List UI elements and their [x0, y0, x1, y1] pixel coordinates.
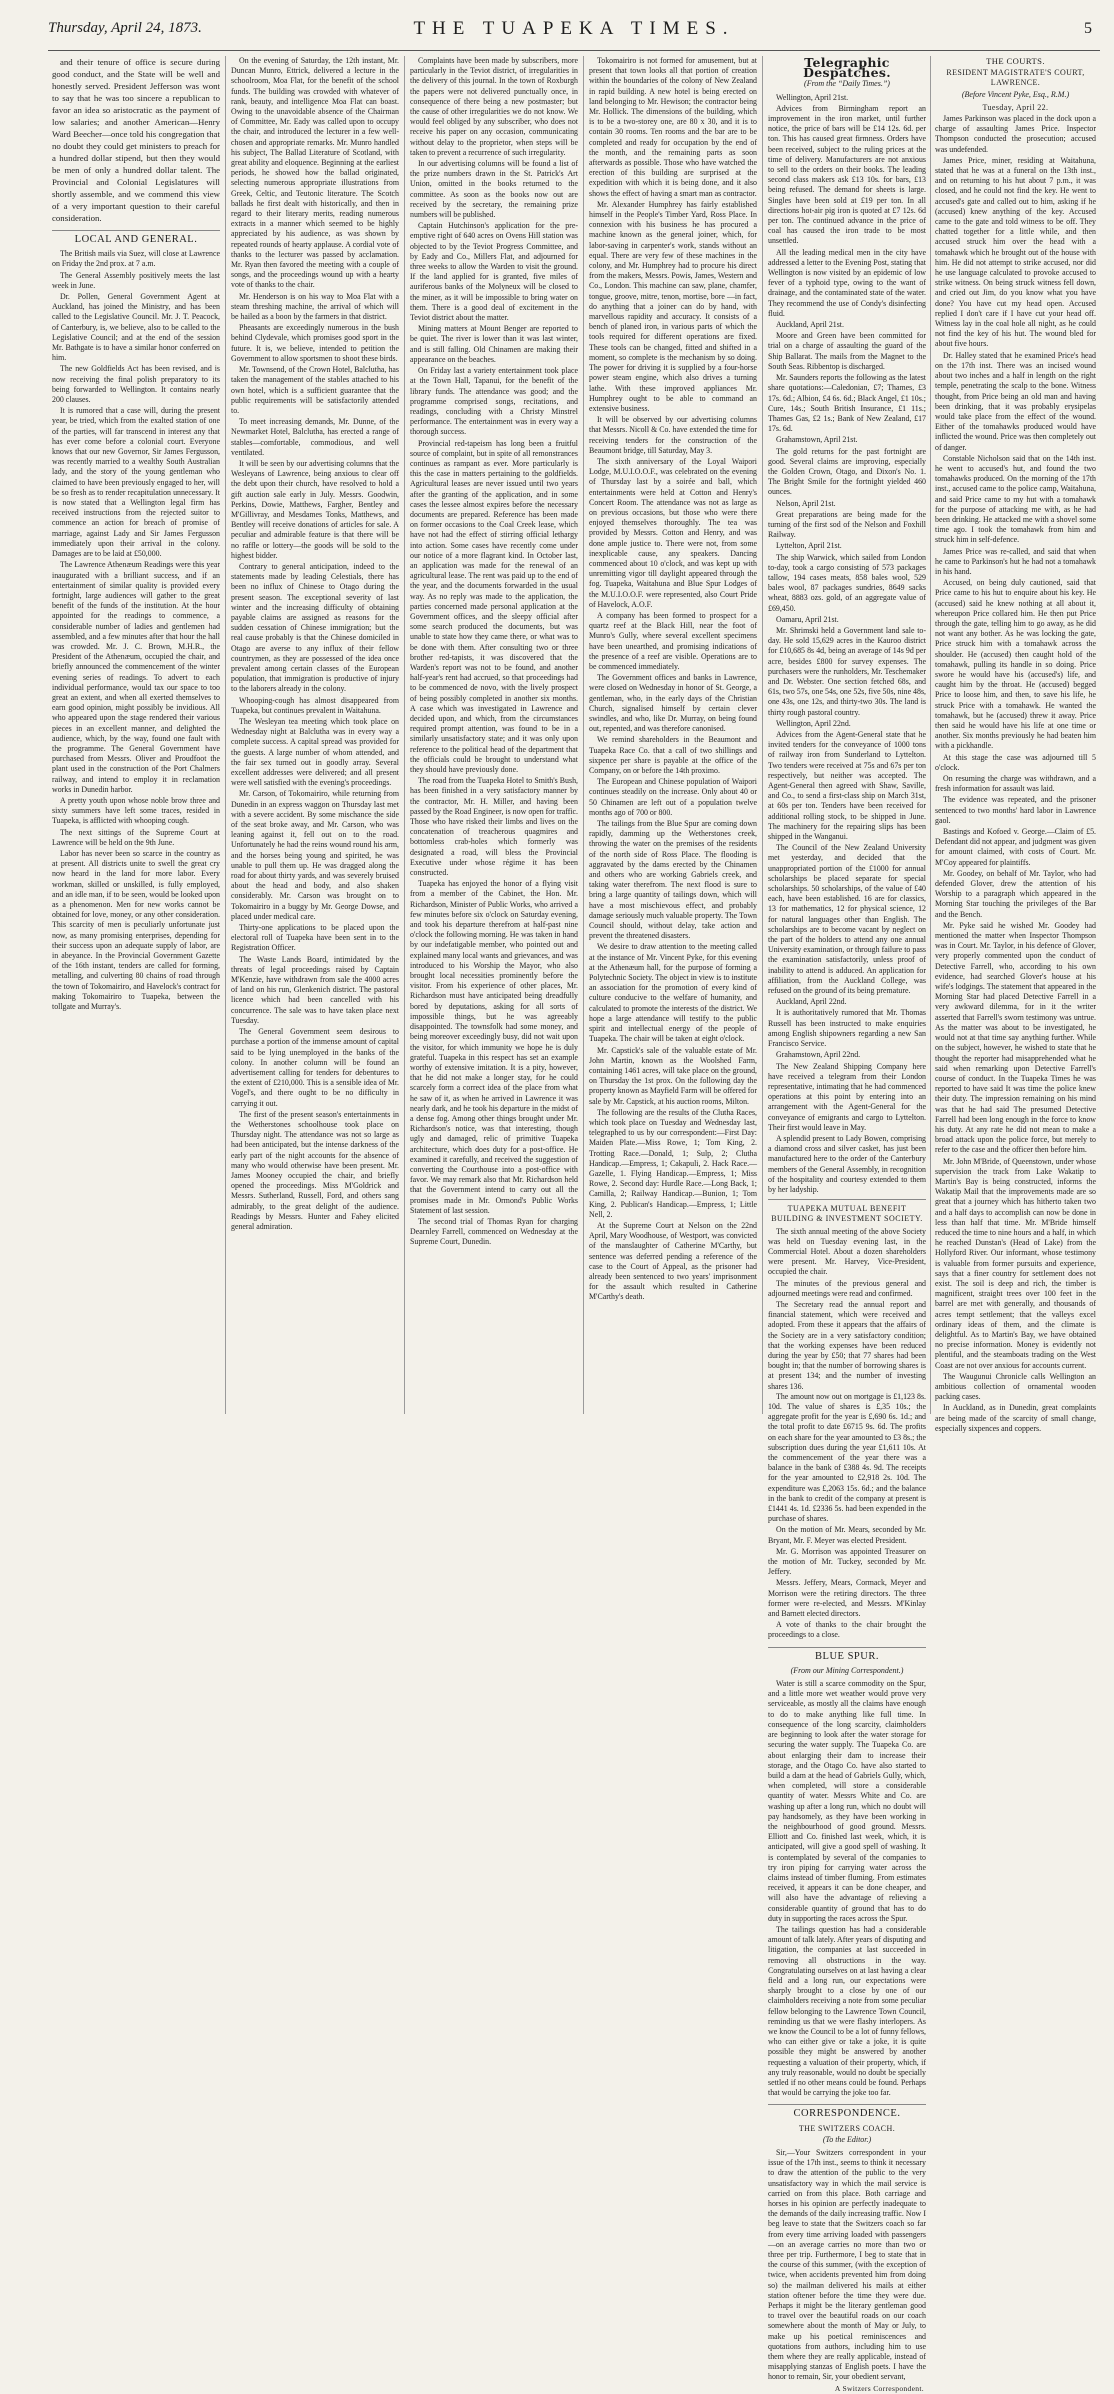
paragraph: Mr. Pyke said he wished Mr. Goodey had mentioned the matter when Inspector Thompson was in Court. Mr. Taylor, in his defence of Glover, very properly commented upon the conduct of Detective Farrell, who, according to his own evidence, had searched Glover's house at his wife's lodgings. The statement that appeared in the Morning Star had placed Detective Farrell in a very awkward dilemma, for in it the writer asserted that Farrell's sworn testimony was untrue. As the matter was about to be investigated, he would not at that time say anything further. While on the subject, however, he wished to state that he thought the reporter had misapprehended what he said when remarking upon Detective Farrell's course of conduct. In the Tuapeka Times he was reported to have said It was time the police knew their duty. The impression remaining on his mind was that he had said The presumed Detective Farrell had been long enough in the force to know his duty. At any rate he did not mean to make a broad attack upon the police force, but merely to refer to the case and the officer then before him.	[935, 920, 1096, 1155]
paragraph: The new Goldfields Act has been revised, and is now receiving the final polish preparatory to its being forwarded to Wellington. It contains nearly 200 clauses.	[52, 364, 220, 405]
paragraph: James Price, miner, residing at Waitahuna, stated that he was at a funeral on the 13th inst., and on returning to his hut about 7 p.m., it was closed, and he could not find the key. He went to accused's gate and called out to him, asking if he (accused) knew anything of the key. Accused came to the gate and told witness to be off. They chatted together for a little while, and then accused struck him over the head with a tomahawk which he brought out of the house with him. He did not attempt to strike accused, nor did he use language calculated to provoke accused to strike witness. On being struck witness fell down, and cried out Jim, do you know what you have done? You have cut my head open. Accused replied I don't care if I have cut your head off. Witness lay in the coal hole all night, as he could not find the key of his hut. The wound bled for about five hours.	[935, 155, 1096, 349]
paragraph: The following are the results of the Clutha Races, which took place on Tuesday and Wednesday last, telegraphed to us by our correspondent:—First Day: Maiden Plate.—Miss Rowe, 1; Tom King, 2. Trotting Race.—Donald, 1; Sulp, 2; Clutha Handicap.—Empress, 1; Cakapuli, 2. Hack Race.—Gazelle, 1. Flying Handicap.—Empress, 1; Miss Rowe, 2. Second day: Hurdle Race.—Long Back, 1; Camilla, 2; Railway Handicap.—Bunion, 1; Tom King, 2. Publican's Handicap.—Empress, 1; Little Nell, 2.	[589, 1107, 757, 1219]
paragraph: Lyttelton, April 21st.	[776, 541, 842, 551]
column-3-paragraphs	[410, 56, 578, 1248]
paragraph: It is authoritatively rumored that Mr. Thomas Russell has been instructed to make enquiries among English shipowners regarding a new San Francisco Service.	[768, 1008, 926, 1049]
column-divider	[583, 56, 584, 1414]
paragraph: The Waste Lands Board, intimidated by the threats of legal proceedings raised by Captain M'Kenzie, have withdrawn from sale the 4000 acres of land on his run, Glenkenich district. The pastoral licence which had been cancelled with his concurrence. The sale was to have taken place next Tuesday.	[231, 954, 399, 1025]
paragraph: Nelson, April 21st.	[776, 498, 836, 508]
paragraph: The European and Chinese population of Waipori continues steadily on the increase. Only about 40 or 50 Chinamen are left out of a population twelve months ago of 700 or 800.	[589, 777, 757, 817]
paragraph: Messrs. Jeffery, Mears, Cormack, Meyer and Morrison were the retiring directors. The three former were re-elected, and Messrs. M'Kinlay and Barnett elected directors.	[768, 1578, 926, 1619]
paragraph: Grahamstown, April 21st.	[776, 435, 858, 445]
paragraph: The Council of the New Zealand University met yesterday, and decided that the unappropriated portion of the £1000 for annual scholarships be placed separate for special scholarships. 50 scholarships, of the value of £40 each, have been established. 16 are for classics, 13 for mathematics, 12 for physical science, 12 for natural languages other than English. The scholarships are to become vacant by neglect on the part of the holders to attend any one annual University examination, or through failure to pass the examination satisfactorily, unless proof of inability to attend is adduced. An application for affiliation, from the Auckland College, was refused on the ground of its being premature.	[768, 843, 926, 996]
paragraph: The sixth annual meeting of the above Society was held on Tuesday evening last, in the Commercial Hotel. About a dozen shareholders were present. Mr. Harvey, Vice-President, occupied the chair.	[768, 1226, 926, 1277]
paragraph: The General Assembly positively meets the last week in June.	[52, 270, 220, 290]
bluespur-heading: BLUE SPUR.	[768, 1647, 926, 1662]
paragraph: The tailings from the Blue Spur are coming down rapidly, damming up the Wetherstones creek, throwing the water on the premises of the residents of the north side of Ross Place. The flooding is aggravated by the dams erected by the Chinamen and others who are working Gabriels creek, and taking water therefrom. The next flood is sure to bring a large quantity of tailings down, which will have a most mischievous effect, and probably damage seriously much valuable property. The Town Council should, without delay, take action and prevent the threatened disasters.	[589, 819, 757, 941]
paragraph: On resuming the charge was withdrawn, and a fresh information for assault was laid.	[935, 774, 1096, 794]
paragraph: Mr. Saunders reports the following as the latest share quotations:—Caledonian, £7; Thames, £3 17s. 6d.; Albion, £4 6s. 6d.; Black Angel, £1 10s.; Cure, 14s.; South British Insurance, £1 11s.; Thames Gas, £2 1s.; Bank of New Zealand, £17 17s. 6d.	[768, 373, 926, 434]
paragraph: Tuapeka has enjoyed the honor of a flying visit from a member of the Cabinet, the Hon. Mr. Richardson, Minister of Public Works, who arrived a few minutes before six o'clock on Saturday evening, and took his departure therefrom at half-past nine o'clock the following morning. He was taken in hand by our indefatigable member, who pointed out and explained many local wants and grievances, and was introduced to his Worship the Mayor, who also brought local necessities prominently before the visitor. From his experience of other places, Mr. Richardson must have anticipated being dreadfully bored by deputations, asking for all sorts of impossible things, but he was agreeably disappointed. The townsfolk had some money, and being moreover exceedingly busy, did not wait upon the visitor, for which immunity we hope he is duly grateful. Tuapeka in this respect has set an example worthy of extensive imitation. It is a pity, however, that he did not make a longer stay, for he could scarcely form a correct idea of the place from what he saw of it, as when he arrived in Lawrence it was nearly dark, and he took his departure in the midst of a dense fog. Among other things brought under Mr. Richardson's notice, was that interesting, though ugly and damaged, relic of primitive Tuapeka architecture, which does duty for a post-office. He examined it carefully, and received the suggestion of converting the Courthouse into a post-office with favor. We may remark also that Mr. Richardson held that the Government intend to carry out all the promises made in Mr. Ormond's Public Works Statement of last session.	[410, 879, 578, 1215]
paragraph: Sir,—Your Switzers correspondent in your issue of the 17th inst., seems to think it necessary to draw the attention of the public to the very unsatisfactory way in which the mail service is carried on from this place. Both carriage and horses in his opinion are perfectly inadequate to the demands of the daily increasing traffic. Now I beg leave to state that the Switzers coach so far from every time arriving loaded with passengers—on an average carries no more than two or three per trip. Furthermore, I beg to state that in the course of this summer, (with the exception of twice, when accidents prevented him from doing so) the mailman delivered his mails at either station oftener before the time they were due. Perhaps it might be the literary gentleman good to travel over the beautiful roads on our coach somewhere about the month of May or July, to make up his poetical reminiscences and quotations from authors, including him to use them where they are really applicable, instead of misapplying stanzas of English poets. I have the honor to remain, Sir, your obedient servant,	[768, 2148, 926, 2382]
paragraph: The tailings question has had a considerable amount of talk lately. After years of disputing and litigation, the companies at last succeeded in removing all obstructions in the way. Congratulating ourselves on at last having a clear field and a long run, our expectations were sharply brought to a close by one of our claimholders receiving a note from some peculiar fellow belonging to the Lawrence Town Council, reminding us that we were flashy interlopers. As we know the Council to be a lot of funny fellows, who can either give or take a joke, it is quite possible they might be answered by another requesting a valuation of their property, which, if any truly reasonable, would no doubt be specially settled if no other means could be found. Perhaps that would be carrying the joke too far.	[768, 1924, 926, 2098]
column-2-paragraphs	[231, 56, 399, 1232]
bluespur-paragraphs	[768, 1679, 926, 2098]
correspondence-heading: CORRESPONDENCE.	[768, 2104, 926, 2119]
paragraph: A pretty youth upon whose noble brow three and sixty summers have left some traces, resided in Tuapeka, is afflicted with whooping cough.	[52, 795, 220, 826]
paragraph: Oamaru, April 21st.	[776, 614, 839, 624]
paragraph: Accused, on being duly cautioned, said that Price came to his hut to enquire about his key. He (accused) said he knew nothing at all about it, whereupon Price collared him. He then put Price through the gate, telling him to go away, as he did not want any bother. As he was locking the gate, Price struck him with a tomahawk across the shoulder. He (accused) then caught hold of the tomahawk, pulling its handle in so doing. Price swore he would have his (accused's) life, and caught him by the throat. He (accused) begged Price to loose him, and then, to save his life, he struck Price with a tomahawk. He wanted the tomahawk, but he (accused) threw it away. Price then said he would have his life at one time or another. Six months previously he had beaten him with a pickhandle.	[935, 578, 1096, 751]
paragraph: The evidence was repeated, and the prisoner sentenced to two months' hard labor in Lawrence gaol.	[935, 795, 1096, 825]
paragraph: The sixth anniversary of the Loyal Waipori Lodge, M.U.I.O.O.F., was celebrated on the evening of Thursday last by a soirée and ball, which entertainments were held at Cotton and Henry's Concert Room. The attendance was not as large as on previous occasions, but those who were there enjoyed themselves thoroughly. The tea was provided by Messrs. Cotton and Henry, and was done ample justice to. There were not, from some inexplicable cause, any speakers. Dancing commenced about 10 o'clock, and was kept up with unremitting vigor till daylight appeared through the fog. Tuapeka, Waitahuna and Blue Spur Lodges of the M.U.I.O.O.F. were represented, also Court Pride of Havelock, A.O.F.	[589, 456, 757, 609]
paragraph: Mr. Henderson is on his way to Moa Flat with a steam threshing machine, the arrival of which will be hailed as a boon by the farmers in that district.	[231, 291, 399, 322]
paragraph: Complaints have been made by subscribers, more particularly in the Teviot district, of irregularities in the delivery of this journal. In the town of Roxburgh the papers were not delivered punctually once, in consequence of there being a new postmaster; but the cause of other irregularities we do not know. We would feel obliged by any subscriber, who does not receive his paper on any occasion, communicating without delay to the proprietor, when steps will be taken to prevent a recurrence of such irregularity.	[410, 56, 578, 157]
col6-paragraphs	[768, 1392, 926, 1641]
paragraph: Dr. Pollen, General Government Agent at Auckland, has joined the Ministry, and has been called to the Legislative Council. Mr. J. T. Peacock, of Canterbury, is, we believe, also to be called to the Legislative Council; and at the end of the session Mr. Bathgate is to have a similar honor conferred on him.	[52, 292, 220, 363]
paragraph: The amount now out on mortgage is £1,123 8s. 10d. The value of shares is £,35 10s.; the aggregate profit for the year is £,690 6s. 1d.; and the total profit to date £6715 9s. 6d. The profits on each share for the year amounted to £3 8s.; the subscription dues during the year £1,611 10s. At the commencement of the year there was a balance in the bank of £388 4s. 9d. The receipts for the year amounted to £2,918 2s. 10d. The expenditure was £,2063 15s. 6d.; and the balance in the bank to credit of the company at present is £1441 4s. 1d. £2336 5s. had been expended in the purchase of shares.	[768, 1391, 926, 1524]
paragraph: The British mails via Suez, will close at Lawrence on Friday the 2nd prox. at 7 a.m.	[52, 249, 220, 269]
paragraph: The Secretary read the annual report and financial statement, which were received and adopted. From these it appears that the affairs of the Society are in a very satisfactory condition; that the working expenses have been reduced during the year by £50; that 77 shares had been bought in; that the number of borrowing shares is at present 134; and the number of investing shares 136.	[768, 1299, 926, 1391]
paragraph: Mr. Carson, of Tokomairiro, while returning from Dunedin in an express waggon on Thursday last met with a severe accident. By some mischance the side of the seat broke away, and Mr. Carson, who was leaning against it, fell out on to the road. Unfortunately he had the reins wound round his arm, and the horses being young and spirited, he was unable to pull them up. He was dragged along the road for about thirty yards, and was severely bruised about the head and body, and also shaken considerably. Mr. Carson was brought on to Tokomairiro in a buggy by Mr. George Dowse, and placed under medical care.	[231, 789, 399, 921]
paragraph: Captain Hutchinson's application for the pre-emptive right of 640 acres on Ovens Hill station was objected to by the Teviot Progress Committee, and by Eady and Co., Millers Flat, and adjourned for three weeks to allow the Warden to visit the ground. If the land applied for is granted, five miles of auriferous banks of the Molyneux will be closed to the miner, as it will be impossible to bring water on them. There is a good deal of excitement in the Teviot district about the matter.	[410, 221, 578, 323]
paragraph: The General Government seem desirous to purchase a portion of the immense amount of capital said to be lying unemployed in the banks of the colony. In another column will be found an advertisement calling for tenders for debentures to the extent of £210,000. This is a sensible idea of Mr. Vogel's, and there ought to be no difficulty in carrying it out.	[231, 1027, 399, 1108]
paragraph: On the motion of Mr. Mears, seconded by Mr. Bryant, Mr. F. Meyer was elected President.	[768, 1525, 926, 1545]
paragraph: Mr. Shrimski held a Government land sale to-day. He sold 15,629 acres in the Kauroo district for £10,685 8s 4d, being an average of 14s 9d per acre, besides £800 for survey expenses. The purchasers were the runholders, Mr. Teschemaker and Dr. Webster. One section fetched 68s, and 61s, two 57s, one 54s, one 52s, five 50s, nine 48s, one 43s, one 12s, and thirty-two 30s. The land is thirty rough pastoral country.	[768, 625, 926, 717]
paragraph: Mr. John M'Bride, of Queenstown, under whose supervision the track from Lake Wakatip to Martin's Bay is being constructed, informs the Wakatip Mail that the improvements made are so great that a journey which has hitherto taken two and a half days to accomplish can now be done in less than half that time. Mr. M'Bride himself reduced the time to nine hours and a half, in which he reached Dunstan's (Head of Lake) from the Hollyford River. Our informant, whose testimony is valuable from former pursuits and experience, says that a finer country for settlement does not exist. The soil is deep and rich, the timber is magnificent, straight trees over 100 feet in the barrel are met with generally, and thousands of acres tempt settlement; that the valleys excel ordinary ideas of them, and the climate is delightful. As to Martin's Bay, we have obtained no precise information. Money is evidently not plentiful, and the steamboats trading on the West Coast are not over anxious for accounts current.	[935, 1156, 1096, 1370]
paragraph: Wellington, April 21st.	[776, 92, 849, 102]
column-divider	[404, 56, 405, 1414]
letter-heading: THE SWITZERS COACH.	[798, 2123, 896, 2133]
issue-date: Thursday, April 24, 1873.	[48, 20, 202, 36]
telegraphic-source: (From the “Daily Times.”)	[804, 79, 890, 89]
paragraph: It will be seen by our advertising columns that the Wesleyans of Lawrence, being anxious to clear off the debt upon their church, have resolved to hold a gift auction sale early in July. Messrs. Goodwin, Perkins, Dowie, Matthews, Fargher, Bentley and M'Gillivray, and Mesdames Tonks, Matthews, and Bentley will receive donations of articles for sale. A peculiar and admirable feature is that there will be no raffle or lottery—the goods will be sold to the highest bidder.	[231, 458, 399, 560]
telegraphic-paragraphs	[768, 93, 926, 1196]
paragraph: All the leading medical men in the city have addressed a letter to the Evening Post, stating that Wellington is now visited by an epidemic of low fever of a typhoid type, owing to the want of drainage, and the contaminated state of the water. They recommend the use of Condy's disinfecting fluid.	[768, 247, 926, 318]
courts-dateline: Tuesday, April 22.	[982, 102, 1049, 112]
paragraph: The ship Warwick, which sailed from London to-day, took a cargo consisting of 573 packages tallow, 194 cases meats, 858 bales wool, 529 bales wool, 87 packages sundries, 8649 sacks wheat, 8883 ozs. gold, of an aggregate value of £69,450.	[768, 552, 926, 613]
paragraph: Moore and Green have been committed for trial on a charge of assaulting the guard of the Ship Ballarat. The mails from the Magnet to the South Seas. Ribbentop is discharged.	[768, 331, 926, 371]
paragraph: Auckland, April 22nd.	[776, 997, 847, 1007]
mutual-society-heading: TUAPEKA MUTUAL BENEFIT BUILDING & INVESTMENT SOCIETY.	[768, 1199, 926, 1224]
column-divider	[225, 56, 226, 1414]
paragraph: The Government offices and banks in Lawrence, were closed on Wednesday in honor of St. George, a gentleman, who, in the early days of the Christian Church, signalised himself by certain clever swindles, and who, like Dr. Murray, on being found out, repented, and was therefore canonised.	[589, 673, 757, 734]
mutual-society-paragraphs	[768, 1227, 926, 1392]
courts-subheading: RESIDENT MAGISTRATE'S COURT, LAWRENCE.	[946, 68, 1085, 88]
paragraph: Contrary to general anticipation, indeed to the statements made by leading Celestials, there has been no influx of Chinese to Otago during the present season. The exceptional severity of last winter and the increasing difficulty of obtaining payable claims are assigned as reasons for the sudden cessation of Chinese immigration; but the real cause probably is that the Chinese domiciled in Otago are averse to any influx of their fellow countrymen, as they are possessed of the idea once prevalent among certain classes of the European population, that immigration is productive of injury to the laborers already in the colony.	[231, 561, 399, 694]
paragraph: It is rumored that a case will, during the present year, be tried, which from the exalted station of one of the parties, will far transcend in interest any that has ever come before a colonial court. Everyone knows that our new Governor, Sir James Fergusson, was recently married to a wealthy South Australian lady, and the story of the young gentleman who claimed to have been previously engaged to her, will be so fresh as to render recapitulation unnecessary. It is now stated that a Wellington legal firm has received instructions from the rejected suitor to commence an action for breach of promise of marriage, against Lady and Sir James Fergusson immediately upon their arrival in the colony. Damages are to be laid at £50,000.	[52, 406, 220, 559]
paragraph: James Parkinson was placed in the dock upon a charge of assaulting James Price. Inspector Thompson conducted the prosecution; accused was undefended.	[935, 114, 1096, 154]
paragraph: Water is still a scarce commodity on the Spur, and a little more wet weather would prove very serviceable, as mostly all the claims have enough to do to make anything like full time. In consequence of the long scarcity, claimholders are beginning to look after the water storage for securing the water supply. The Tuapeka Co. are about enlarging their dam to increase their storage, and the Otago Co. have also started to build a dam at the head of Gabriels Gully, which, when completed, will store a considerable quantity of water. Messrs White and Co. are washing up after a long run, which no doubt will pay handsomely, as they have been working in the neighbourhood of good ground. Messrs. Elliott and Co. finished last week, which, it is anticipated, will give a good spell of washing. It is contemplated by several of the companies to try iron piping for carrying water across the claims instead of timber fluming. From estimates received, it appears it can be done cheaper, and will also have the advantage of relieving a considerable quantity of ground that has to do duty in supporting the races across the Spur.	[768, 1679, 926, 1923]
paragraph: Mr. G. Morrison was appointed Treasurer on the motion of Mr. Tuckey, seconded by Mr. Jeffery.	[768, 1546, 926, 1577]
courts-before: (Before Vincent Pyke, Esq., R.M.)	[961, 89, 1070, 99]
paragraph: Mr. Townsend, of the Crown Hotel, Balclutha, has taken the management of the stables attached to his own hotel, which is a sufficient guarantee that the public requirements will be satisfactorily attended to.	[231, 365, 399, 415]
local-general-paragraphs	[52, 249, 220, 1012]
paragraph: At this stage the case was adjourned till 5 o'clock.	[935, 752, 1096, 772]
paragraph: The first of the present season's entertainments in the Wetherstones schoolhouse took place on Thursday night. The attendance was not so large as had been anticipated, but the intense darkness of the early part of the night accounts for the absence of many who would otherwise have been present. Mr. James Mooney occupied the chair, and briefly opened the proceedings. Miss M'Goldrick and Messrs. Sutherland, Russell, Ford, and others sang admirably, to the great delight of the audience. Readings by Messrs. Hunter and Fahey elicited general admiration.	[231, 1109, 399, 1231]
bluespur-source: (From our Mining Correspondent.)	[790, 1665, 904, 1675]
paragraph: The road from the Tuapeka Hotel to Smith's Bush, has been finished in a very satisfactory manner by the contractor, Mr. H. Miller, and having been passed by the Road Engineer, is now open for traffic. Those who have risked their limbs and lives on the concatenation of treacherous quagmires and bottomless crab-holes which formerly was designated a road, will bless the Provincial Executive under whose régime it has been constructed.	[410, 776, 578, 878]
paragraph: The Waugunui Chronicle calls Wellington an ambitious collection of ornamental wooden packing cases.	[935, 1371, 1096, 1402]
paragraph: Auckland, April 21st.	[776, 320, 844, 330]
paragraph: The gold returns for the past fortnight are good. Several claims are improving, especially the Golden Crown, Otago, and Dixon's No. 1. The Bright Smile for the fortnight yielded 460 ounces.	[768, 446, 926, 497]
paragraph: Pheasants are exceedingly numerous in the bush behind Clydevale, which promises good sport in the future. It is, we believe, intended to petition the Government to allow sportsmen to shoot these birds.	[231, 323, 399, 363]
letter-to: (To the Editor.)	[822, 2134, 872, 2144]
paragraph: A splendid present to Lady Bowen, comprising a diamond cross and silver casket, has just been manufactured here to the order of the Canterbury members of the General Assembly, in recognition of the hospitality and courtesy extended to them by her ladyship.	[768, 1133, 926, 1194]
paragraph: The minutes of the previous general and adjourned meetings were read and confirmed.	[768, 1278, 926, 1298]
column-divider	[762, 56, 763, 1414]
paragraph: We desire to draw attention to the meeting called at the instance of Mr. Vincent Pyke, for this evening at the Athenæum hall, for the purpose of forming a Polytechnic Society. The object in view is to institute an association for the promotion of every kind of culture conducive to the welfare of humanity, and calculated to promote the interests of the district. We hope a large attendance will testify to the public spirit and intellectual energy of the people of Tuapeka. The chair will be taken at eight o'clock.	[589, 942, 757, 1044]
courts-paragraphs	[935, 114, 1096, 1434]
paragraph: Bastings and Kofoed v. George.—Claim of £5. Defendant did not appear, and judgment was given for amount claimed, with costs of Court. Mr. M'Coy appeared for plaintiffs.	[935, 827, 1096, 867]
paragraph: Wellington, April 22nd.	[776, 718, 851, 728]
letter-signature: A Switzers Correspondent.	[834, 2383, 924, 2393]
paragraph: Advices from Birmingham report an improvement in the iron market, until further notice, the price of bars will be £14 12s. 6d. per ton. This has caused great firmness. Orders have been received, subject to the ruling prices at the time of delivery. Manufacturers are not anxious to sell to the orders on their books. The leading second class makers ask £13 10s. for bars, £13 being refused. The demand for sheets is large. Singles have been sold at £19 per ton. In all directions hot-air pig iron is quoted at £7 12s. 6d per ton. The continued advance in the price of coal has caused the iron trade to be most unsettled.	[768, 103, 926, 246]
paragraph: Mr. Alexander Humphrey has fairly established himself in the People's Timber Yard, Ross Place. In connexion with his business he has procured a machine known as the general joiner, which, for labor-saving in carpenter's work, stands without an equal. There are very few of these machines in the colony, and Mr. Humphrey had to procure his direct from the makers, Messrs. Powis, James, Western and Co., London. This machine can saw, plane, chamfer, tongue, groove, mitre, tenon, mortise, bore —in fact, do anything that a joiner can do by hand, with marvellous rapidity and accuracy. It consists of a bench of planed iron, in various parts of which the tools required for different operations are fixed. These tools can be changed, fitted and shifted in a moment, so complete is the mechanism by so doing. The power for driving it is supplied by a four-horse power steam engine, which also drives a turning lathe. With these improved appliances Mr. Humphrey ought to be able to command an extensive business.	[589, 199, 757, 413]
paragraph: Provincial red-tapeism has long been a fruitful source of complaint, but in spite of all remonstrances continues as rampant as ever. More particularly is this the case in matters pertaining to the goldfields. Agricultural leases are never issued until two years after the granting of the application, and in some cases the lessee almost expires before the necessary documents are prepared. Reference has been made on former occasions to the Coal Creek lease, which have not had the effect of stirring official lethargy into action. Some cases have recently come under our notice of a more flagrant kind. In October last, an application was made for the renewal of an agricultural lease. The rent was paid up to the end of the year, and the documents forwarded in the usual way. As no reply was made to the application, the parties concerned made personal application at the Government offices, and the sleepy official after some search produced the documents, but was unable to state how they came there, or what was to be done with them. After consulting two or three brother red-tapists, it was discovered that the Warden's report was not to be found, and another half-year's rent had accrued, so that proceedings had to be commenced de novo, with the lively prospect of being possibly completed in another six months. A case which was investigated in Lawrence and decided upon, and which, from the circumstances required prompt attention, was found to be in a similarly unsatisfactory state; and it was only upon reference to the political head of the department that the officials could be brought to understand what they should have previously done.	[410, 438, 578, 775]
paragraph: The next sittings of the Supreme Court at Lawrence will be held on the 9th June.	[52, 827, 220, 847]
column-2	[231, 56, 399, 1414]
column-4	[589, 56, 757, 1414]
editorial-conclusion: and their tenure of office is secure during good conduct, and the State will be well and honestly served. President Jefferson was wont to say that he was too sincere a republican to favor an idea so aristocratic as the payment of low salaries; and another American—Henry Ward Beecher—once told his congregation that no doubt they could get ministers to preach for a hundred dollar stipend, but then they would be men of only a hundred dollar talent. The Provincial and Colonial Legislatures will shortly assemble, and we commend this view of a very important question to their careful consideration.	[52, 57, 220, 223]
paragraph: Whooping-cough has almost disappeared from Tuapeka, but continues prevalent in Waitahuna.	[231, 695, 399, 715]
column-5	[768, 55, 926, 2393]
newspaper-title: THE TUAPEKA TIMES.	[413, 18, 735, 39]
paragraph: Mining matters at Mount Benger are reported to be quiet. The river is lower than it was last winter, and is still falling. Old Chinamen are making their appearance on the beaches.	[410, 324, 578, 364]
paragraph: The Wesleyan tea meeting which took place on Wednesday night at Balclutha was in every way a complete success. A capital spread was provided for the guests. A large number of whom attended, and the fair sex turned out in goodly array. Several excellent addresses were delivered; and all present were well satisfied with the evening's proceedings.	[231, 717, 399, 788]
column-3	[410, 56, 578, 1414]
paragraph: Great preparations are being made for the turning of the first sod of the Nelson and Foxhill Railway.	[768, 509, 926, 540]
courts-heading: THE COURTS.	[986, 56, 1045, 66]
paragraph: A vote of thanks to the chair brought the proceedings to a close.	[768, 1620, 926, 1640]
paragraph: Advices from the Agent-General state that he invited tenders for the conveyance of 1000 tons of railway iron from Sunderland to Lyttelton. Two tenders were received at 75s and 67s per ton respectively, but neither was accepted. The Agent-General then agreed with Shaw, Saville, and Co., to send a first-class ship on March 31st, at 60s per ton. Tenders have been received for additional rolling stock, to be shipped in June. The machinery for the repairing slips has been shipped in the Wanganui.	[768, 730, 926, 842]
paragraph: Labor has never been so scarce in the country as at present. All districts unite to swell the great cry now heard in the land for more labor. Every workman, skilled or unskilled, is fully employed, and an idle man, if to be seen, would be looked upon as a phenomenon. Men for new works cannot be obtained for love, money, or any other consideration. This scarcity of men is peculiarly unfortunate just now, as many promising enterprises, depending for their success upon an adequate supply of labor, are in abeyance. In the Provincial Government Gazette of the 16th instant, tenders are called for forming, metalling, and culverting 80 chains of road through the town of Tokomairiro, and Havelock's contract for making Tokomairiro to Tuapeka, between the tollgate and Murray's.	[52, 848, 220, 1012]
letter-paragraphs	[768, 2148, 926, 2383]
paragraph: Constable Nicholson said that on the 14th inst. he went to accused's hut, and found the two tomahawks produced. On the morning of the 17th inst., accused came to the police camp, Waitahuna, and said Price came to my hut with a tomahawk for the purpose of attacking me with, as he had been drinking. He attacked me with a shovel some time ago. I took the tomahawk from him and struck him in self-defence.	[935, 453, 1096, 545]
column-divider	[930, 56, 931, 1414]
paragraph: Mr. Goodey, on behalf of Mr. Taylor, who had defended Glover, drew the attention of his Worship to a paragraph which appeared in the Morning Star touching the privileges of the Bar and the Bench.	[935, 868, 1096, 919]
paragraph: In our advertising columns will be found a list of the prize numbers drawn in the St. Patrick's Art Union, omitted in the books returned to the committee. As soon as the books now out are received by the secretary, the remaining prize numbers will be published.	[410, 159, 578, 220]
paragraph: Grahamstown, April 22nd.	[776, 1050, 861, 1060]
paragraph: To meet increasing demands, Mr. Dunne, of the Newmarket Hotel, Balclutha, has erected a range of stables—comfortable, commodious, and well ventilated.	[231, 417, 399, 457]
column-6-and-7	[935, 56, 1096, 1433]
paragraph: Mr. Capstick's sale of the valuable estate of Mr. John Martin, known as the Woolshed Farm, containing 1461 acres, will take place on the ground, on Thursday the 1st prox. On the following day the property known as Mayfield Farm will be offered for sale by Mr. Capstick, at his auction rooms, Milton.	[589, 1045, 757, 1106]
page-number: 5	[1084, 20, 1092, 37]
paragraph: A company has been formed to prospect for a quartz reef at the Black Hill, near the foot of Munro's Gully, where several excellent specimens have been unearthed, and promising indications of the presence of a reef are visible. Operations are to be commenced immediately.	[589, 610, 757, 671]
masthead	[48, 18, 1100, 44]
paragraph: We remind shareholders in the Beaumont and Tuapeka Race Co. that a call of two shillings and sixpence per share is payable at the office of the Company, on or before the 14th proximo.	[589, 735, 757, 776]
paragraph: Tokomairiro is not formed for amusement, but at present that town looks all that portion of creation within the boundaries of the colony of New Zealand in rapid building. A new hotel is being erected on land belonging to Mr. Hewison; the contractor being Mr. Hollick. The dimensions of the building, which is to be a two-storey one, are 80 x 30, and it is to contain 30 rooms. Ten rooms and the bar are to be completed and ready for occupation by the end of the month, and the remaining parts as soon afterwards as possible. Those who have watched the erection of this building are surprised at the expedition with which it is being done, and it also shows the effect of having a smart man as contractor.	[589, 56, 757, 198]
local-general-heading: LOCAL AND GENERAL.	[52, 230, 220, 245]
masthead-rule	[48, 50, 1100, 51]
paragraph: James Price was re-called, and said that when he came to Parkinson's hut he had not a tomahawk in his hand.	[935, 546, 1096, 576]
paragraph: On Friday last a variety entertainment took place at the Town Hall, Tapanui, for the benefit of the library funds. The attendance was good; and the programme comprised songs, recitations, and readings, concluding with a Christy Minstrel performance. The entertainment was in every way a thorough success.	[410, 366, 578, 437]
paragraph: In Auckland, as in Dunedin, great complaints are being made of the scarcity of small change, especially sixpences and coppers.	[935, 1403, 1096, 1433]
paragraph: The New Zealand Shipping Company here have received a telegram from their London representative, intimating that he had commenced operations at this point by entering into an arrangement with the Agent-General for the conveyance of emigrants and cargo to Lyttelton. Their first would leave in May.	[768, 1061, 926, 1132]
column-4-paragraphs	[589, 56, 757, 1303]
paragraph: On the evening of Saturday, the 12th instant, Mr. Duncan Munro, Ettrick, delivered a lecture in the schoolroom, Moa Flat, for the benefit of the school funds. The building was crowded with whatever of rank, beauty, and intelligence Moa Flat can boast. Owing to the unavoidable absence of the Chairman of Committee, Mr. Eady was called upon to occupy the chair, and introduced the lecturer in a few well-chosen and appropriate remarks. Mr. Munro handled his subject, The Ballad Literature of Scotland, with great ability and eloquence. Beginning at the earliest periods, he showed how the ballad originated, selecting numerous appropriate illustrations from Greek, Celtic, and Teutonic literature. The Scotch ballads he first dealt with historically, and then in regard to their literary merits, reading numerous extracts in a manner which seemed to be highly appreciated by his audience, as was shown by repeated rounds of hearty applause. A cordial vote of thanks to the lecturer was passed by acclamation. Mr. Ryan then favored the meeting with a couple of songs, and the proceedings wound up with a hearty vote of thanks to the chair.	[231, 56, 399, 290]
paragraph: The Lawrence Athenæum Readings were this year inaugurated with a brilliant success, and if an entertainment of similar quality is provided every fortnight, large audiences will gather to the great benefit of the funds of the institution. At the hour appointed for the readings to commence, a considerable number of ladies and gentlemen had assembled, and a few minutes after that hour the hall was crowded. Mr. J. C. Brown, M.H.R., the President of the Athenæum, occupied the chair, and briefly announced the commencement of the winter evening series of readings. To advert to each individual performance, would tax our space to too great an extent, and when all exerted themselves to earn good opinion, might possibly be invidious. All who appeared upon the stage rendered their various pieces in an excellent manner, and delighted the audience, which, by the way, found one fault with the programme. The General Government have purchased from Messrs. Oliver and Proudfoot the plant used in the construction of the Port Chalmers railway, and intend to employ it in reclamation works in Dunedin harbor.	[52, 560, 220, 794]
telegraphic-heading: Telegraphic Despatches.	[803, 55, 891, 81]
paragraph: The second trial of Thomas Ryan for charging Dearnley Farrell, commenced on Wednesday at the Supreme Court, Dunedin.	[410, 1216, 578, 1247]
paragraph: At the Supreme Court at Nelson on the 22nd April, Mary Woodhouse, of Westport, was convicted of the manslaughter of Catherine M'Carthy, but sentence was deferred pending a reference of the case to the Court of Appeal, as the prisoner had already been sentenced to two years' imprisonment for the assault which resulted in Catherine M'Carthy's death.	[589, 1220, 757, 1302]
paragraph: It will be observed by our advertising columns that Messrs. Nicoll & Co. have extended the time for receiving tenders for the construction of the Beaumont bridge, till Saturday, May 3.	[589, 415, 757, 455]
paragraph: Thirty-one applications to be placed upon the electoral roll of Tuapeka have been sent in to the Registration Officer.	[231, 923, 399, 953]
paragraph: Dr. Halley stated that he examined Price's head on the 17th inst. There was an incised wound about two inches and a half in length on the right temple, penetrating the scalp to the bone. Witness thought, from Price being an old man and having been drinking, that it was probably erysipelas would take place from the effect of the wound. Either of the tomahawks produced would have inflicted the wound. Price was then completely out of danger.	[935, 350, 1096, 452]
column-1	[52, 56, 220, 1414]
